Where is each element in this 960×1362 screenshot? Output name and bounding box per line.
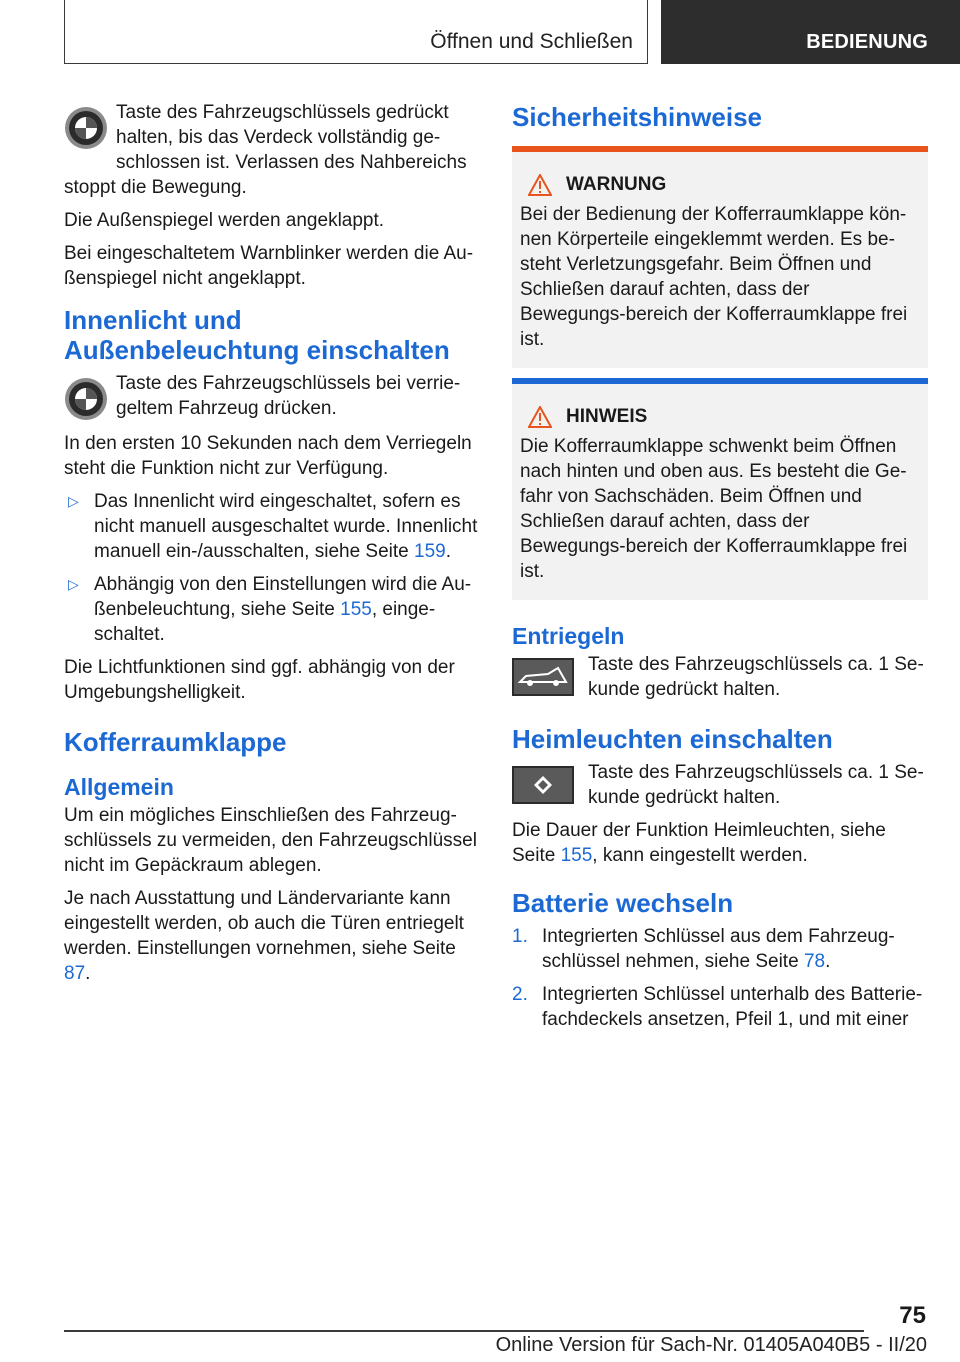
warning-triangle-icon: [528, 406, 552, 428]
list-item: ▷ Das Innenlicht wird eingeschaltet, sofern es nicht manuell ausgeschaltet wurde. Innenlicht manuell ein-/ausschalten, siehe Seite 159.: [68, 491, 478, 562]
paragraph-verdeck: Taste des Fahrzeugschlüssels gedrückt halten, bis das Verdeck vollständig ge-schlossen ist. Verlassen des Nahbereichs stoppt die Bewegung.: [64, 102, 467, 198]
header-chapter-tab: [661, 0, 960, 64]
page-number: 75: [899, 1302, 926, 1329]
bmw-key-row-1: [64, 100, 480, 200]
heading-innenlicht: Innenlicht und Außenbeleuchtung einschalten: [64, 305, 450, 365]
paragraph-heimleuchten: Taste des Fahrzeugschlüssels ca. 1 Se-kunde gedrückt halten.: [588, 762, 924, 808]
header-chapter-label: BEDIENUNG: [806, 31, 928, 53]
heading-sicherheitshinweise: Sicherheitshinweise: [512, 102, 762, 132]
paragraph-lichtfunktionen: Die Lichtfunktionen sind ggf. abhängig von der Umgebungshelligkeit.: [64, 657, 455, 703]
warning-box: [512, 146, 928, 368]
warning-triangle-icon: [528, 174, 552, 196]
list-item: 2. Integrierten Schlüssel unterhalb des Batterie-fachdeckels ansetzen, Pfeil 1, und mit einer: [512, 984, 923, 1030]
heading-allgemein: Allgemein: [64, 774, 174, 800]
paragraph-aussenspiegel: Die Außenspiegel werden angeklappt.: [64, 210, 385, 231]
paragraph-warnblinker: Bei eingeschaltetem Warnblinker werden die Au-ßenspiegel nicht angeklappt.: [64, 243, 474, 289]
bullet-triangle-icon: ▷: [68, 493, 79, 509]
right-column: [512, 100, 928, 1040]
page-link[interactable]: 87: [64, 963, 86, 984]
page-link[interactable]: 159: [414, 541, 446, 562]
heading-kofferraumklappe: Kofferraumklappe: [64, 727, 287, 757]
bmw-key-button-icon: [64, 106, 108, 150]
paragraph-ausstattung: Je nach Ausstattung und Ländervariante kann eingestellt werden, ob auch die Türen entriegelt werden. Einstellungen vornehmen, siehe Seite 87.: [64, 888, 464, 984]
bullet-triangle-icon: ▷: [68, 576, 79, 592]
page-link[interactable]: 155: [560, 845, 593, 866]
home-light-icon: [512, 766, 574, 804]
header-section-title: Öffnen und Schließen: [430, 30, 633, 53]
warning-text: Bei der Bedienung der Kofferraumklappe kön-nen Körperteile eingeklemmt werden. Es be-steht Verletzungsgefahr. Beim Öffnen und Schließen darauf achten, dass der Bewegungs-bereich der Kofferraumklappe frei ist.: [520, 204, 908, 350]
paragraph-taste-verriegelt: Taste des Fahrzeugschlüssels bei verrie-geltem Fahrzeug drücken.: [116, 373, 461, 419]
paragraph-entriegeln: Taste des Fahrzeugschlüssels ca. 1 Se-kunde gedrückt halten.: [588, 654, 924, 700]
list-item: 1. Integrierten Schlüssel aus dem Fahrzeug-schlüssel nehmen, siehe Seite 78.: [512, 926, 895, 972]
note-box: [512, 378, 928, 600]
paragraph-dauer: Die Dauer der Funktion Heimleuchten, siehe Seite 155, kann eingestellt werden.: [512, 820, 886, 866]
footer-online-version: Online Version für Sach-Nr. 01405A040B5 - II/20: [495, 1334, 927, 1356]
bmw-key-button-icon: [64, 377, 108, 421]
light-key-row: [512, 760, 928, 810]
bmw-key-row-2: [64, 371, 480, 423]
trunk-key-row: [512, 652, 928, 702]
paragraph-einschliessen: Um ein mögliches Einschließen des Fahrzeug-schlüssels zu vermeiden, den Fahrzeugschlüssel nicht im Gepäckraum ablegen.: [64, 805, 477, 876]
page-link[interactable]: 155: [340, 599, 372, 620]
list-item: ▷ Abhängig von den Einstellungen wird die Au-ßenbeleuchtung, siehe Seite 155, einge-schaltet.: [68, 574, 472, 645]
heading-heimleuchten: Heimleuchten einschalten: [512, 724, 833, 754]
note-text: Die Kofferraumklappe schwenkt beim Öffnen nach hinten und oben aus. Es besteht die Ge-fahr von Sachschäden. Beim Öffnen und Schließen darauf achten, dass der Bewegungs-bereich der Kofferraumklappe frei ist.: [520, 436, 908, 582]
heading-batterie: Batterie wechseln: [512, 888, 734, 918]
paragraph-ersten-sekunden: In den ersten 10 Sekunden nach dem Verriegeln steht die Funktion nicht zur Verfügung.: [64, 433, 472, 479]
warning-caption: WARNUNG: [528, 174, 920, 196]
page-link[interactable]: 78: [803, 951, 826, 972]
header-section-box: [64, 0, 648, 64]
footer-rule: [64, 1330, 864, 1332]
left-column: [64, 100, 480, 994]
note-caption: HINWEIS: [528, 406, 920, 428]
heading-entriegeln: Entriegeln: [512, 623, 625, 649]
car-trunk-icon: [512, 658, 574, 696]
